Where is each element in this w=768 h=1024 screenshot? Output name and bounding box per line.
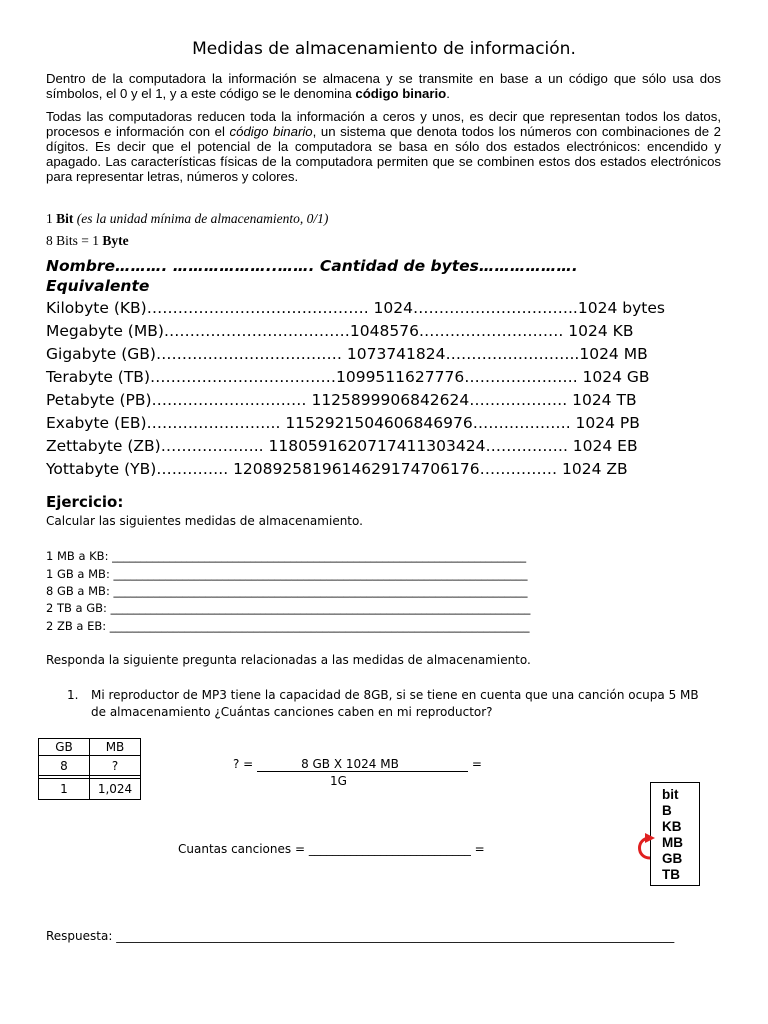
formula-numerator: 8 GB X 1024 MB [257, 757, 468, 772]
table-cell: 1,024 [90, 779, 141, 800]
unit-row-exabyte: Exabyte (EB)…………………….. 1152921504606846976………………. 1024 PB [46, 414, 640, 432]
page-title: Medidas de almacenamiento de información. [192, 39, 576, 59]
table-header-mb: MB [90, 739, 141, 756]
curved-arrow-icon [630, 832, 664, 866]
formula-lhs: ? = [233, 757, 258, 771]
exercise-line-zb-eb: 2 ZB a EB: _________________________________________________________________________ [46, 619, 530, 633]
exercise-line-8gb-mb: 8 GB a MB: ________________________________________________________________________ [46, 584, 528, 598]
answer-line: Respuesta: _____________________________________________________________________________________________ [46, 929, 675, 943]
table-cell: 8 [39, 756, 90, 776]
conversion-table [38, 738, 141, 800]
unit-box-item: GB [662, 851, 683, 866]
unit-row-zettabyte: Zettabyte (ZB)……………….. 1180591620717411303424……………. 1024 EB [46, 437, 638, 455]
byte-definition: 8 Bits = 1 Byte [46, 233, 129, 248]
table-header-gb: GB [39, 739, 90, 756]
formula-denominator: 1G [330, 774, 347, 788]
exercise-heading: Ejercicio: [46, 493, 124, 511]
bit-definition: 1 Bit (es la unidad mínima de almacenamiento, 0/1) [46, 211, 329, 226]
formula [233, 757, 482, 772]
intro-paragraph-2: Todas las computadoras reducen toda la información a ceros y unos, es decir que representan todos los datos, procesos e información con el código binario, un sistema que denota todos los números con combinaciones de 2 dígitos. Es decir que el potencial de la computadora se basa en sólo dos estados electrónicos: encendido y apagado. Las características físicas de la computadora permiten que se combinen estos dos estados electrónicos para representar letras, números y colores. [46, 109, 721, 184]
intro-paragraph-1: Dentro de la computadora la información se almacena y se transmite en base a un código que sólo usa dos símbolos, el 0 y el 1, y a este código se le denomina código binario. [46, 71, 721, 101]
unit-row-gigabyte: Gigabyte (GB)……………………………… 1073741824……………………..1024 MB [46, 345, 648, 363]
units-table-header: Nombre………. ………………..……. Cantidad de bytes………………. [46, 257, 578, 275]
unit-box-item: TB [662, 867, 680, 882]
unit-row-kilobyte: Kilobyte (KB)……………………………………. 1024…………………………..1024 bytes [46, 299, 665, 317]
unit-box-item: MB [662, 835, 683, 850]
question-intro: Responda la siguiente pregunta relacionadas a las medidas de almacenamiento. [46, 653, 531, 667]
unit-box-item: B [662, 803, 672, 818]
table-cell: 1 [39, 779, 90, 800]
exercise-line-gb-mb: 1 GB a MB: ________________________________________________________________________ [46, 567, 528, 581]
songs-line: Cuantas canciones = ___________________________ = [178, 842, 485, 856]
formula-rhs: = [468, 757, 482, 771]
exercise-line-tb-gb: 2 TB a GB: _________________________________________________________________________ [46, 601, 531, 615]
unit-row-yottabyte: Yottabyte (YB)………….. 1208925819614629174706176…………… 1024 ZB [46, 460, 628, 478]
question-number: 1. [67, 688, 79, 702]
unit-box-item: KB [662, 819, 682, 834]
unit-row-petabyte: Petabyte (PB)………………………… 1125899906842624………………. 1024 TB [46, 391, 637, 409]
question-text-line-2: de almacenamiento ¿Cuántas canciones caben en mi reproductor? [91, 705, 493, 719]
unit-row-terabyte: Terabyte (TB)………………………………1099511627776…………………. 1024 GB [46, 368, 650, 386]
unit-box-item: bit [662, 787, 679, 802]
unit-row-megabyte: Megabyte (MB)………………………………1048576………………………. 1024 KB [46, 322, 634, 340]
exercise-instruction: Calcular las siguientes medidas de almacenamiento. [46, 514, 363, 528]
table-cell: ? [90, 756, 141, 776]
question-text-line-1: Mi reproductor de MP3 tiene la capacidad de 8GB, si se tiene en cuenta que una canción ocupa 5 MB [91, 688, 699, 702]
units-table-header-equivalente: Equivalente [46, 277, 150, 295]
exercise-line-mb-kb: 1 MB a KB: ________________________________________________________________________ [46, 549, 527, 563]
